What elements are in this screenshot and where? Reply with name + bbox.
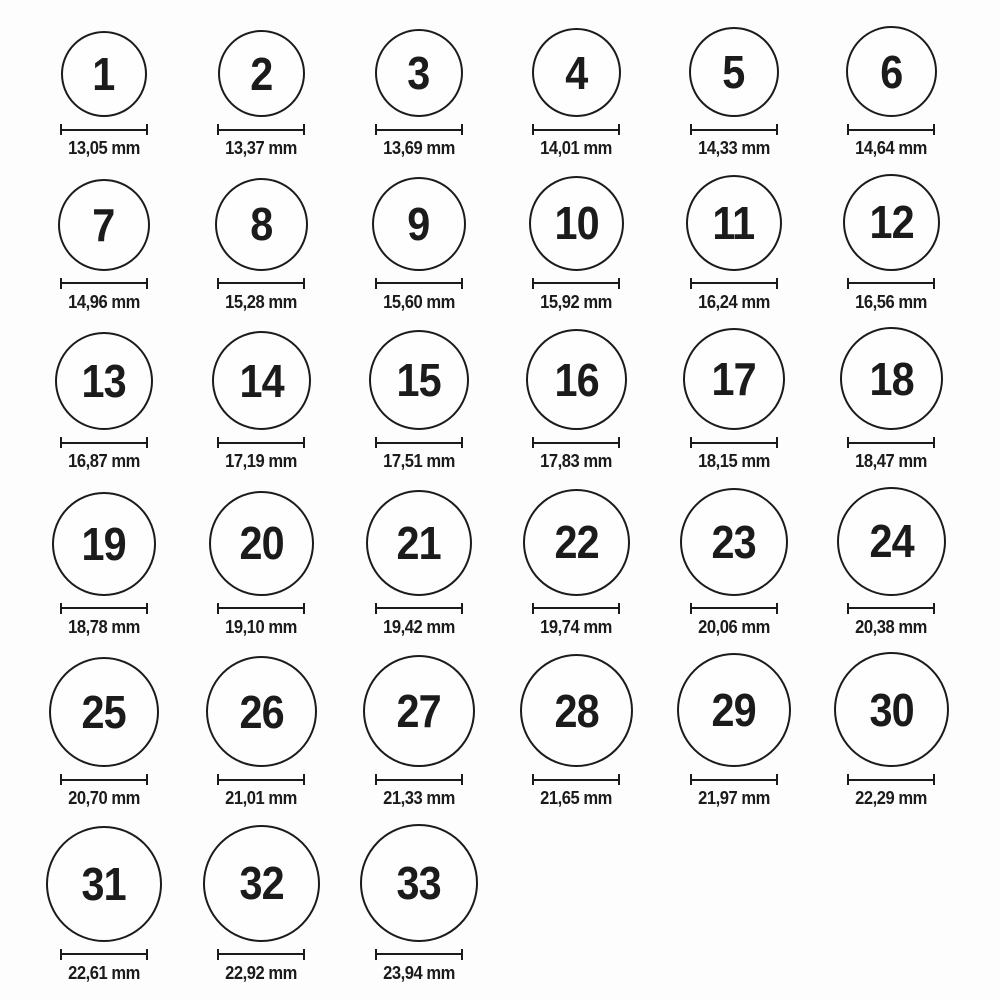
diameter-measure-line: [690, 774, 778, 785]
ring-size-number: 23: [711, 515, 756, 568]
ring-circle: [526, 329, 627, 430]
ring-size-item: [834, 652, 949, 810]
diameter-measure-line: [60, 603, 148, 614]
ring-size-item: [203, 825, 320, 985]
ring-size-number: 12: [869, 196, 914, 249]
diameter-measure-line: [60, 437, 148, 448]
ring-size-number: 28: [554, 684, 599, 737]
diameter-label: 17,83 mm: [540, 451, 613, 472]
ring-size-item: [58, 179, 150, 314]
ring-size-number: 9: [407, 197, 430, 250]
ring-size-number: 24: [869, 515, 914, 568]
ring-circle: [834, 652, 949, 767]
diameter-label: 17,19 mm: [225, 451, 298, 472]
ring-circle: [363, 655, 475, 767]
measure-bar: [62, 607, 146, 609]
ring-size-number: 20: [239, 517, 284, 570]
diameter-measure-line: [532, 278, 620, 289]
diameter-measure-line: [375, 437, 463, 448]
diameter-measure-line: [217, 437, 305, 448]
ring-circle: [840, 327, 943, 430]
measure-bar: [377, 953, 461, 955]
diameter-measure-line: [847, 124, 935, 135]
measure-bar: [62, 282, 146, 284]
diameter-label: 16,87 mm: [67, 451, 140, 472]
ring-circle: [523, 489, 630, 596]
diameter-measure-line: [690, 278, 778, 289]
ring-size-number: 18: [869, 352, 914, 405]
measure-bar: [849, 607, 933, 609]
diameter-label: 21,65 mm: [540, 788, 613, 809]
measure-bar: [534, 442, 618, 444]
diameter-label: 13,05 mm: [67, 138, 140, 158]
ring-size-number: 14: [239, 354, 284, 407]
diameter-label: 23,94 mm: [382, 962, 455, 983]
diameter-measure-line: [532, 124, 620, 135]
diameter-measure-line: [532, 774, 620, 785]
ring-size-item: [360, 824, 478, 985]
measure-bar: [219, 129, 303, 131]
measure-bar: [62, 442, 146, 444]
diameter-measure-line: [217, 124, 305, 135]
ring-size-number: 3: [407, 47, 430, 99]
diameter-label: 21,01 mm: [225, 788, 298, 809]
measure-bar: [849, 779, 933, 781]
diameter-measure-line: [690, 124, 778, 135]
measure-bar: [849, 129, 933, 131]
ring-circle: [372, 177, 466, 271]
ring-size-item: [846, 26, 937, 160]
diameter-label: 22,29 mm: [855, 788, 928, 809]
ring-size-number: 21: [396, 516, 441, 569]
diameter-label: 18,15 mm: [697, 451, 770, 472]
ring-size-number: 22: [554, 516, 599, 569]
diameter-label: 21,33 mm: [382, 788, 455, 809]
ring-size-number: 31: [81, 857, 126, 910]
diameter-measure-line: [690, 437, 778, 448]
measure-bar: [219, 779, 303, 781]
diameter-measure-line: [532, 437, 620, 448]
diameter-label: 15,60 mm: [382, 291, 455, 312]
ring-size-item: [366, 490, 472, 639]
diameter-measure-line: [60, 124, 148, 135]
measure-bar: [377, 282, 461, 284]
ring-circle: [52, 492, 156, 596]
ring-circle: [61, 31, 147, 117]
diameter-measure-line: [375, 603, 463, 614]
diameter-measure-line: [217, 774, 305, 785]
ring-circle: [520, 654, 633, 767]
diameter-label: 15,92 mm: [540, 291, 613, 312]
ring-size-item: [686, 175, 782, 314]
ring-circle: [677, 653, 791, 767]
measure-bar: [692, 607, 776, 609]
ring-circle: [366, 490, 472, 596]
diameter-label: 22,61 mm: [67, 962, 140, 983]
ring-size-item: [52, 492, 156, 639]
ring-circle: [212, 331, 311, 430]
ring-size-number: 25: [81, 686, 126, 739]
ring-size-item: [369, 330, 469, 473]
diameter-label: 18,47 mm: [855, 451, 928, 472]
diameter-label: 20,06 mm: [697, 616, 770, 637]
diameter-measure-line: [847, 437, 935, 448]
ring-circle: [686, 175, 782, 271]
diameter-label: 13,69 mm: [382, 138, 455, 158]
diameter-measure-line: [532, 603, 620, 614]
ring-size-item: [677, 653, 791, 810]
diameter-label: 22,92 mm: [225, 962, 298, 983]
ring-size-item: [46, 826, 162, 985]
ring-circle: [843, 174, 940, 271]
ring-size-number: 30: [869, 683, 914, 736]
ring-circle: [529, 176, 624, 271]
ring-size-number: 6: [880, 45, 903, 98]
measure-bar: [692, 129, 776, 131]
measure-bar: [377, 607, 461, 609]
diameter-measure-line: [60, 949, 148, 960]
diameter-label: 14,33 mm: [697, 138, 770, 158]
ring-size-item: [680, 488, 788, 639]
diameter-label: 19,74 mm: [540, 616, 613, 637]
measure-bar: [692, 282, 776, 284]
measure-bar: [692, 442, 776, 444]
measure-bar: [534, 129, 618, 131]
ring-size-item: [217, 30, 305, 160]
ring-circle: [203, 825, 320, 942]
ring-size-number: 27: [396, 685, 441, 738]
ring-circle: [532, 28, 621, 117]
ring-circle: [49, 657, 159, 767]
ring-size-number: 8: [250, 198, 273, 251]
ring-size-number: 13: [81, 355, 126, 408]
measure-bar: [849, 282, 933, 284]
diameter-label: 13,37 mm: [225, 138, 298, 158]
ring-circle: [58, 179, 150, 271]
ring-circle: [683, 328, 785, 430]
ring-circle: [209, 491, 314, 596]
measure-bar: [377, 779, 461, 781]
ring-circle: [846, 26, 937, 117]
diameter-label: 18,78 mm: [67, 616, 140, 637]
ring-size-item: [689, 27, 779, 160]
ring-size-number: 4: [565, 46, 588, 99]
measure-bar: [219, 442, 303, 444]
ring-size-number: 11: [712, 196, 755, 249]
ring-size-item: [49, 657, 159, 810]
ring-size-item: [60, 31, 148, 160]
ring-size-item: [209, 491, 314, 639]
measure-bar: [534, 607, 618, 609]
ring-size-number: 1: [92, 48, 115, 100]
measure-bar: [62, 953, 146, 955]
ring-size-number: 15: [396, 354, 441, 407]
diameter-measure-line: [375, 278, 463, 289]
diameter-measure-line: [375, 124, 463, 135]
ring-circle: [689, 27, 779, 117]
measure-bar: [219, 282, 303, 284]
measure-bar: [62, 779, 146, 781]
diameter-label: 14,01 mm: [540, 138, 613, 158]
ring-circle: [215, 178, 308, 271]
ring-size-item: [529, 176, 624, 314]
diameter-measure-line: [847, 603, 935, 614]
ring-size-number: 5: [722, 46, 745, 98]
diameter-label: 21,97 mm: [697, 788, 770, 809]
measure-bar: [849, 442, 933, 444]
ring-size-number: 17: [711, 353, 756, 406]
measure-bar: [692, 779, 776, 781]
diameter-measure-line: [60, 278, 148, 289]
diameter-label: 16,24 mm: [697, 291, 770, 312]
diameter-measure-line: [60, 774, 148, 785]
measure-bar: [219, 953, 303, 955]
ring-size-number: 10: [554, 197, 599, 250]
ring-circle: [360, 824, 478, 942]
ring-circle: [46, 826, 162, 942]
ring-size-number: 29: [711, 684, 756, 737]
diameter-label: 16,56 mm: [855, 291, 928, 312]
diameter-label: 15,28 mm: [225, 291, 298, 312]
ring-size-item: [683, 328, 785, 473]
diameter-measure-line: [217, 278, 305, 289]
ring-size-item: [840, 327, 943, 473]
ring-size-number: 26: [239, 685, 284, 738]
ring-size-item: [837, 487, 946, 639]
ring-size-item: [520, 654, 633, 810]
measure-bar: [377, 129, 461, 131]
diameter-label: 19,42 mm: [382, 616, 455, 637]
measure-bar: [219, 607, 303, 609]
diameter-label: 20,70 mm: [67, 788, 140, 809]
ring-circle: [206, 656, 317, 767]
ring-size-item: [212, 331, 311, 473]
diameter-label: 19,10 mm: [225, 616, 298, 637]
diameter-measure-line: [375, 949, 463, 960]
ring-size-item: [375, 29, 463, 160]
measure-bar: [534, 282, 618, 284]
ring-size-number: 32: [239, 857, 284, 910]
diameter-label: 20,38 mm: [855, 616, 928, 637]
ring-size-item: [55, 332, 153, 473]
ring-size-item: [215, 178, 308, 314]
ring-size-item: [372, 177, 466, 314]
diameter-measure-line: [847, 774, 935, 785]
ring-size-number: 33: [396, 856, 441, 909]
diameter-label: 14,64 mm: [855, 138, 928, 158]
ring-circle: [218, 30, 305, 117]
diameter-measure-line: [690, 603, 778, 614]
diameter-label: 14,96 mm: [67, 291, 140, 312]
diameter-label: 17,51 mm: [382, 451, 455, 472]
ring-size-number: 19: [81, 517, 126, 570]
ring-circle: [837, 487, 946, 596]
diameter-measure-line: [375, 774, 463, 785]
ring-size-item: [206, 656, 317, 810]
measure-bar: [62, 129, 146, 131]
diameter-measure-line: [217, 603, 305, 614]
ring-size-item: [843, 174, 940, 314]
ring-size-item: [532, 28, 621, 160]
ring-size-number: 16: [554, 353, 599, 406]
measure-bar: [377, 442, 461, 444]
ring-size-number: 7: [92, 198, 115, 251]
ring-circle: [369, 330, 469, 430]
measure-bar: [534, 779, 618, 781]
ring-circle: [680, 488, 788, 596]
diameter-measure-line: [217, 949, 305, 960]
diameter-measure-line: [847, 278, 935, 289]
ring-size-number: 2: [250, 47, 273, 100]
ring-size-item: [363, 655, 475, 810]
ring-circle: [55, 332, 153, 430]
ring-size-item: [526, 329, 627, 473]
ring-size-item: [523, 489, 630, 639]
ring-circle: [375, 29, 463, 117]
